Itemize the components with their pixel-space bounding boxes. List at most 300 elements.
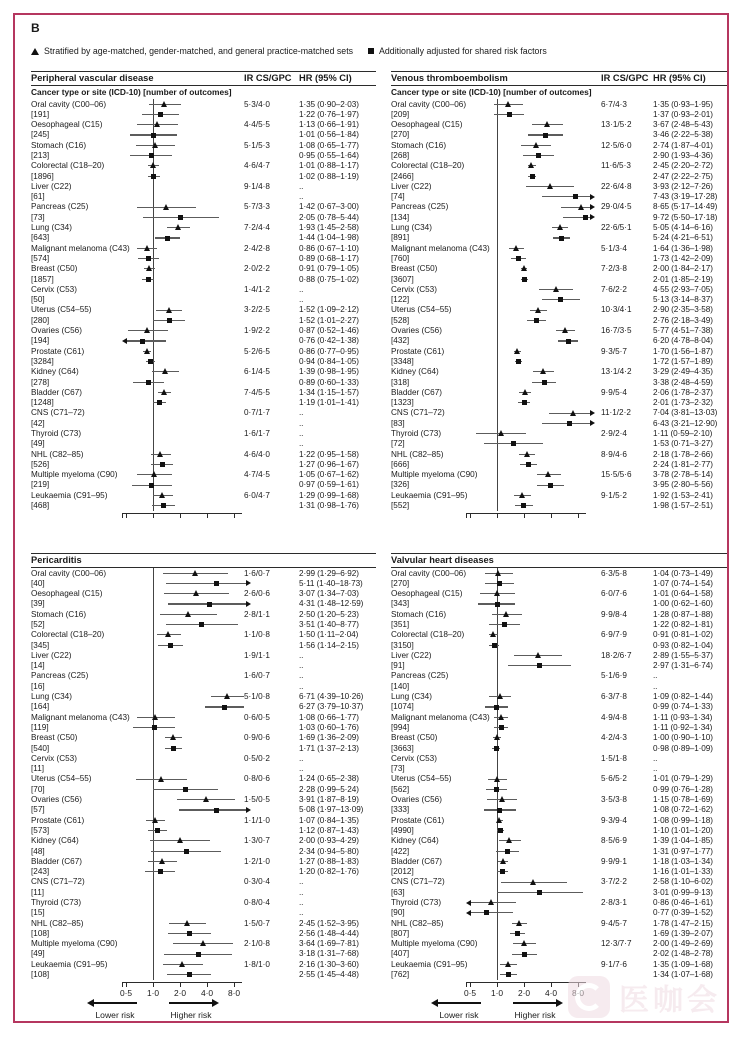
cancer-label: Breast (C50) — [391, 733, 438, 743]
hr-value: .. — [299, 877, 304, 887]
triangle-marker — [540, 368, 546, 374]
hr-value: 1·70 (1·56–1·87) — [653, 346, 713, 356]
ir-value: 1·5/1·8 — [601, 753, 627, 763]
cancer-label: Cervix (C53) — [391, 753, 437, 763]
cancer-label: Multiple myeloma (C90) — [31, 939, 118, 949]
ir-value: 3·7/2·2 — [601, 877, 627, 887]
ir-value: 4·6/4·0 — [244, 449, 270, 459]
cancer-label: CNS (C71–72) — [391, 877, 445, 887]
forest-row — [31, 619, 376, 629]
square-marker-icon — [368, 48, 374, 54]
outcome-count: [15] — [31, 908, 45, 918]
cancer-label: Prostate (C61) — [31, 815, 85, 825]
outcome-count: [526] — [31, 459, 50, 469]
axis-tick — [524, 514, 525, 518]
hr-value: 0·86 (0·77–0·95) — [299, 346, 359, 356]
hr-value: 3·91 (1·87–8·19) — [299, 795, 359, 805]
square-marker — [548, 483, 553, 488]
hr-value: 2·28 (0·99–5·24) — [299, 784, 359, 794]
triangle-marker — [166, 307, 172, 313]
hr-value: .. — [653, 753, 658, 763]
hr-value: 1·24 (0·65–2·38) — [299, 774, 359, 784]
hr-value: 1·27 (0·96–1·67) — [299, 459, 359, 469]
hr-value: 1·00 (0·62–1·60) — [653, 599, 713, 609]
axis-end-tick — [122, 983, 123, 987]
square-marker — [537, 890, 542, 895]
outcome-count: [407] — [391, 949, 410, 959]
axis-tick-label: 1·0 — [146, 988, 160, 998]
hr-value: .. — [299, 295, 304, 305]
ir-value: 4·2/4·3 — [601, 733, 627, 743]
panel-subheader: Cancer type or site (ICD-10) [number of outcomes] — [391, 87, 592, 97]
hr-value: 6·71 (4·39–10·26) — [299, 692, 364, 702]
hr-value: .. — [299, 181, 304, 191]
cancer-label: Oesophageal (C15) — [31, 120, 103, 130]
ir-value: 8·9/4·6 — [601, 449, 627, 459]
square-marker — [506, 972, 511, 977]
higher-risk-arrow — [513, 1002, 557, 1004]
ci-line — [126, 340, 166, 341]
hr-value: 1·01 (0·88–1·17) — [299, 161, 359, 171]
hr-value: 0·94 (0·84–1·05) — [299, 356, 359, 366]
square-marker — [152, 725, 157, 730]
forest-row — [391, 692, 727, 702]
square-marker — [157, 400, 162, 405]
watermark-logo-icon — [568, 976, 610, 1018]
hr-value: 2·99 (1·29–6·92) — [299, 568, 359, 578]
forest-row — [31, 856, 376, 866]
ir-value: 5·2/6·5 — [244, 346, 270, 356]
triangle-marker — [163, 204, 169, 210]
column-header-ir: IR CS/GPC — [244, 73, 292, 83]
triangle-marker — [500, 858, 506, 864]
ir-value: 1·9/2·2 — [244, 326, 270, 336]
watermark-text: 医咖会 — [619, 984, 721, 1017]
hr-value: 1·28 (0·87–1·88) — [653, 609, 713, 619]
forest-row — [391, 418, 727, 428]
hr-value: 2·97 (1·31–6·74) — [653, 661, 713, 671]
triangle-marker — [522, 389, 528, 395]
cancer-label: Thyroid (C73) — [31, 898, 82, 907]
triangle-marker — [154, 121, 160, 127]
ir-value: 0·3/0·4 — [244, 877, 270, 887]
lower-risk-label: Lower risk — [439, 1010, 479, 1020]
triangle-marker — [161, 389, 167, 395]
cancer-label: Cervix (C53) — [31, 753, 77, 763]
forest-row — [391, 140, 727, 150]
legend-triangle-label: Stratified by age-matched, gender-matched, and general practice-matched sets — [44, 46, 354, 56]
triangle-marker — [496, 817, 502, 823]
forest-row — [391, 609, 727, 619]
forest-row — [31, 501, 376, 511]
ir-value: 5·6/5·2 — [601, 774, 627, 784]
ir-value: 2·4/2·8 — [244, 243, 270, 253]
forest-row — [391, 356, 727, 366]
panel-title: Venous thromboembolism — [391, 73, 508, 83]
panel-header — [31, 72, 376, 85]
forest-row — [31, 439, 376, 449]
triangle-marker — [524, 451, 530, 457]
triangle-marker — [494, 776, 500, 782]
cancer-label: Liver (C22) — [31, 650, 72, 660]
outcome-count: [326] — [391, 480, 410, 490]
forest-row — [31, 346, 376, 356]
axis-tick — [470, 514, 471, 518]
ir-value: 0·7/1·7 — [244, 408, 270, 418]
hr-value: 6·20 (4·78–8·04) — [653, 336, 713, 346]
forest-row — [391, 764, 727, 774]
triangle-marker — [562, 327, 568, 333]
ir-value: 1·9/1·1 — [244, 650, 270, 660]
cancer-label: Oral cavity (C00–06) — [31, 99, 107, 109]
ir-value: 9·3/5·7 — [601, 346, 627, 356]
triangle-marker — [547, 183, 553, 189]
forest-row — [31, 805, 376, 815]
forest-row — [391, 650, 727, 660]
outcome-count: [345] — [31, 640, 50, 650]
ir-value: 5·7/3·3 — [244, 202, 270, 212]
ir-value: 16·7/3·5 — [601, 326, 632, 336]
triangle-marker — [162, 368, 168, 374]
forest-row — [391, 753, 727, 763]
outcome-count: [3150] — [391, 640, 414, 650]
outcome-count: [528] — [391, 315, 410, 325]
cancer-label: Lung (C34) — [391, 692, 432, 702]
forest-row — [391, 795, 727, 805]
cancer-label: Uterus (C54–55) — [391, 774, 452, 784]
outcome-count: [48] — [31, 846, 45, 856]
hr-value: 3·64 (1·69–7·81) — [299, 939, 359, 949]
hr-value: 2·45 (1·52–3·95) — [299, 918, 359, 928]
square-marker — [160, 462, 165, 467]
square-marker — [494, 787, 499, 792]
forest-row — [31, 733, 376, 743]
outcome-count: [16] — [31, 681, 45, 691]
forest-row — [31, 774, 376, 784]
ir-value: 10·3/4·1 — [601, 305, 632, 315]
cancer-label: Breast (C50) — [391, 264, 438, 274]
hr-value: 9·72 (5·50–17·18) — [653, 212, 718, 222]
hr-value: 1·69 (1·36–2·09) — [299, 733, 359, 743]
hr-value: .. — [653, 764, 658, 774]
ir-value: 6·1/4·5 — [244, 367, 270, 377]
panel-pericarditis — [31, 553, 376, 1024]
panel-title: Valvular heart diseases — [391, 555, 494, 565]
forest-row — [31, 815, 376, 825]
forest-row — [31, 490, 376, 500]
hr-value: 5·13 (3·14–8·37) — [653, 295, 713, 305]
square-marker — [507, 112, 512, 117]
hr-value: 0·89 (0·60–1·33) — [299, 377, 359, 387]
triangle-marker — [152, 817, 158, 823]
square-marker — [140, 339, 145, 344]
triangle-marker — [528, 162, 534, 168]
outcome-count: [50] — [31, 295, 45, 305]
triangle-marker — [151, 471, 157, 477]
outcome-count: [3663] — [391, 743, 414, 753]
hr-value: 1·18 (1·03–1·34) — [653, 856, 713, 866]
forest-row — [31, 429, 376, 439]
cancer-label: Oral cavity (C00–06) — [391, 568, 467, 578]
forest-row — [391, 459, 727, 469]
forest-row — [391, 120, 727, 130]
hr-value: 3·93 (2·12–7·26) — [653, 181, 713, 191]
forest-row — [31, 377, 376, 387]
forest-row — [31, 192, 376, 202]
axis-tick — [234, 514, 235, 518]
hr-value: 1·10 (1·01–1·20) — [653, 825, 713, 835]
forest-row — [391, 398, 727, 408]
forest-row — [31, 898, 376, 908]
square-marker — [516, 359, 521, 364]
hr-value: 4·55 (2·93–7·05) — [653, 284, 713, 294]
cancer-label: Oesophageal (C15) — [31, 589, 103, 599]
cancer-label: Cervix (C53) — [391, 284, 437, 294]
triangle-marker — [535, 307, 541, 313]
forest-row — [31, 202, 376, 212]
square-marker — [168, 643, 173, 648]
outcome-count: [164] — [31, 702, 50, 712]
outcome-count: [4990] — [391, 825, 414, 835]
square-marker — [543, 133, 548, 138]
forest-row — [31, 949, 376, 959]
triangle-marker — [521, 940, 527, 946]
cancer-label: Leukaemia (C91–95) — [391, 959, 468, 969]
hr-value: 5·24 (4·21–6·51) — [653, 233, 713, 243]
forest-row — [31, 480, 376, 490]
forest-row — [31, 743, 376, 753]
outcome-count: [14] — [31, 661, 45, 671]
cancer-label: Breast (C50) — [31, 733, 78, 743]
panel-title: Pericarditis — [31, 555, 82, 565]
forest-rows — [31, 568, 376, 980]
outcome-count: [432] — [391, 336, 410, 346]
lower-risk-arrow — [93, 1002, 137, 1004]
triangle-marker — [177, 837, 183, 843]
hr-value: 2·74 (1·87–4·01) — [653, 140, 713, 150]
square-marker — [530, 174, 535, 179]
forest-row — [391, 212, 727, 222]
ir-value: 4·4/5·5 — [244, 120, 270, 130]
hr-value: 2·00 (1·84–2·17) — [653, 264, 713, 274]
ir-value: 6·9/7·9 — [601, 630, 627, 640]
outcome-count: [90] — [391, 908, 405, 918]
hr-value: .. — [299, 898, 304, 907]
ir-value: 0·8/0·6 — [244, 774, 270, 784]
watermark — [568, 975, 721, 1019]
hr-value: 2·34 (0·94–5·80) — [299, 846, 359, 856]
hr-value: .. — [299, 284, 304, 294]
cancer-label: CNS (C71–72) — [31, 408, 85, 418]
forest-row — [31, 223, 376, 233]
forest-row — [31, 418, 376, 428]
forest-row — [391, 918, 727, 928]
axis-tick — [234, 983, 235, 987]
square-marker — [498, 828, 503, 833]
hr-value: 1·44 (1·04–1·98) — [299, 233, 359, 243]
triangle-marker — [152, 714, 158, 720]
hr-value: .. — [299, 408, 304, 418]
hr-value: 1·09 (0·82–1·44) — [653, 692, 713, 702]
axis-tick-label: 2·0 — [517, 988, 531, 998]
panel-header — [391, 554, 727, 567]
cancer-label: Prostate (C61) — [391, 815, 445, 825]
outcome-count: [74] — [391, 192, 405, 202]
hr-value: 1·72 (1·57–1·89) — [653, 356, 713, 366]
panel-pvd — [31, 71, 376, 527]
forest-row — [391, 908, 727, 918]
hr-value: .. — [299, 908, 304, 918]
axis-end-tick — [466, 514, 467, 518]
ir-value: 7·4/5·5 — [244, 387, 270, 397]
forest-row — [391, 109, 727, 119]
cancer-label: Malignant melanoma (C43) — [31, 243, 130, 253]
cancer-label: Multiple myeloma (C90) — [31, 470, 118, 480]
forest-row — [31, 887, 376, 897]
forest-row — [31, 753, 376, 763]
forest-row — [391, 274, 727, 284]
outcome-count: [73] — [31, 212, 45, 222]
axis-tick-label: 0·5 — [463, 988, 477, 998]
hr-value: 2·90 (1·93–4·36) — [653, 150, 713, 160]
hr-value: 1·27 (0·88–1·83) — [299, 856, 359, 866]
outcome-count: [2466] — [391, 171, 414, 181]
square-marker — [222, 705, 227, 710]
hr-value: 7·43 (3·19–17·28) — [653, 192, 718, 202]
outcome-count: [270] — [391, 130, 410, 140]
hr-value: 0·89 (0·68–1·17) — [299, 253, 359, 263]
ci-arrow-left — [122, 338, 127, 344]
ci-line — [542, 196, 590, 197]
square-marker — [146, 380, 151, 385]
square-marker — [559, 236, 564, 241]
hr-value: .. — [299, 671, 304, 681]
forest-row — [31, 243, 376, 253]
hr-value: 1·35 (1·09–1·68) — [653, 959, 713, 969]
forest-row — [31, 712, 376, 722]
forest-row — [391, 805, 727, 815]
ir-value: 1·5/0·5 — [244, 795, 270, 805]
axis-tick — [207, 983, 208, 987]
forest-row — [31, 140, 376, 150]
axis-line — [122, 513, 242, 514]
ci-arrow-right — [246, 580, 251, 586]
hr-value: 3·01 (0·99–9·13) — [653, 887, 713, 897]
square-marker — [583, 215, 588, 220]
forest-row — [31, 568, 376, 578]
hr-value: 1·34 (1·07–1·68) — [653, 970, 713, 980]
triangle-marker — [170, 734, 176, 740]
panel-title: Peripheral vascular disease — [31, 73, 154, 83]
hr-value: 1·35 (0·93–1·95) — [653, 99, 713, 109]
forest-row — [391, 568, 727, 578]
hr-value: 5·11 (1·40–18·73) — [299, 578, 363, 588]
hr-value: 8·65 (5·17–14·49) — [653, 202, 718, 212]
ir-value: 6·3/5·8 — [601, 568, 627, 578]
hr-value: 1·22 (0·82–1·81) — [653, 619, 713, 629]
ir-value: 9·1/5·2 — [601, 490, 627, 500]
hr-value: 1·01 (0·56–1·84) — [299, 130, 359, 140]
forest-row — [31, 326, 376, 336]
triangle-marker — [224, 693, 230, 699]
ir-value: 22·6/5·1 — [601, 223, 632, 233]
square-marker — [146, 256, 151, 261]
square-marker — [196, 952, 201, 957]
hr-value: 0·97 (0·59–1·61) — [299, 480, 359, 490]
square-marker — [558, 297, 563, 302]
axis-tick — [524, 983, 525, 987]
hr-value: 2·89 (1·55–5·37) — [653, 650, 713, 660]
hr-value: 5·77 (4·51–7·38) — [653, 326, 713, 336]
hr-value: 1·52 (1·01–2·27) — [299, 315, 359, 325]
cancer-label: Ovaries (C56) — [31, 795, 82, 805]
triangle-marker — [519, 492, 525, 498]
hr-value: 2·50 (1·20–5·23) — [299, 609, 359, 619]
cancer-label: CNS (C71–72) — [31, 877, 85, 887]
outcome-count: [40] — [31, 578, 45, 588]
hr-value: 2·06 (1·78–2·37) — [653, 387, 713, 397]
square-marker — [178, 215, 183, 220]
forest-row — [391, 722, 727, 732]
outcome-count: [468] — [31, 501, 50, 511]
hr-value: .. — [299, 418, 304, 428]
cancer-label: Ovaries (C56) — [391, 795, 442, 805]
square-marker — [183, 787, 188, 792]
ir-value: 11·1/2·2 — [601, 408, 631, 418]
square-marker — [171, 746, 176, 751]
forest-row — [31, 408, 376, 418]
outcome-count: [1857] — [31, 274, 54, 284]
square-marker — [158, 112, 163, 117]
forest-row — [31, 928, 376, 938]
cancer-label: Leukaemia (C91–95) — [31, 959, 108, 969]
forest-row — [391, 712, 727, 722]
forest-row — [31, 578, 376, 588]
square-marker — [521, 503, 526, 508]
outcome-count: [73] — [391, 764, 405, 774]
outcome-count: [191] — [31, 109, 50, 119]
ir-value: 6·0/4·7 — [244, 490, 270, 500]
cancer-label: Colorectal (C18–20) — [391, 161, 465, 171]
arrowhead-right-icon — [556, 999, 563, 1007]
square-marker — [495, 602, 500, 607]
triangle-marker — [192, 570, 198, 576]
square-marker — [187, 931, 192, 936]
forest-row — [391, 243, 727, 253]
forest-row — [31, 120, 376, 130]
hr-value: 0·86 (0·67–1·10) — [299, 243, 359, 253]
outcome-count: [807] — [391, 928, 410, 938]
axis-tick — [551, 514, 552, 518]
ir-value: 2·1/0·8 — [244, 939, 270, 949]
square-marker — [494, 746, 499, 751]
hr-value: 2·02 (1·48–2·78) — [653, 949, 713, 959]
hr-value: 3·38 (2·48–4·59) — [653, 377, 713, 387]
ir-value: 0·6/0·5 — [244, 712, 270, 722]
ir-value: 2·8/3·1 — [601, 898, 627, 907]
ir-value: 6·7/4·3 — [601, 99, 627, 109]
triangle-marker — [533, 142, 539, 148]
axis-tick-label: 0·5 — [119, 988, 133, 998]
outcome-count: [122] — [391, 295, 410, 305]
ci-line — [470, 912, 513, 913]
outcome-count: [11] — [31, 764, 45, 774]
cancer-label: Multiple myeloma (C90) — [391, 470, 478, 480]
hr-value: 1·11 (0·92–1·34) — [653, 722, 713, 732]
forest-row — [31, 764, 376, 774]
forest-rows — [391, 568, 727, 980]
forest-row — [31, 398, 376, 408]
